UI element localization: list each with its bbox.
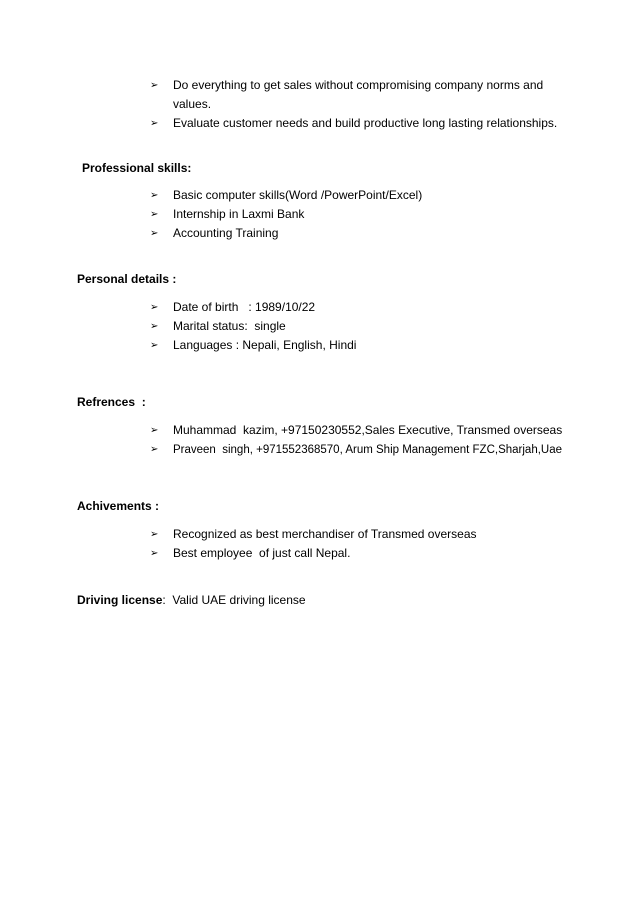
list-item-text-continuation: values. (173, 97, 212, 111)
arrow-bullet-icon: ➢ (150, 80, 159, 91)
personal-details-list (150, 298, 356, 355)
references-list (150, 421, 562, 460)
list-item (150, 336, 356, 355)
arrow-bullet-icon: ➢ (150, 321, 159, 332)
list-item-text: Accounting Training (173, 226, 279, 240)
list-item (150, 76, 557, 114)
personal-details-heading: Personal details : (77, 272, 177, 286)
achievements-list (150, 525, 477, 563)
list-item-text: Languages : Nepali, English, Hindi (173, 338, 357, 352)
list-item (150, 317, 356, 336)
arrow-bullet-icon: ➢ (150, 340, 159, 351)
list-item-text: Do everything to get sales without compromising company norms and (173, 78, 544, 92)
list-item (150, 421, 562, 440)
arrow-bullet-icon: ➢ (150, 444, 159, 455)
arrow-bullet-icon: ➢ (150, 548, 159, 559)
intro-list (150, 76, 557, 133)
list-item-text: Muhammad kazim, +97150230552,Sales Executive, Transmed overseas (173, 423, 563, 437)
list-item (150, 224, 422, 243)
arrow-bullet-icon: ➢ (150, 190, 159, 201)
driving-license-value: Valid UAE driving license (165, 593, 306, 607)
achievements-heading: Achivements : (77, 499, 160, 513)
driving-license-line (77, 591, 306, 610)
list-item-text: Evaluate customer needs and build productive long lasting relationships. (173, 116, 558, 130)
list-item (150, 114, 557, 133)
list-item (150, 298, 356, 317)
list-item-text: Praveen singh, +971552368570, Arum Ship Management FZC,Sharjah,Uae (173, 444, 563, 456)
arrow-bullet-icon: ➢ (150, 425, 159, 436)
list-item-text: Internship in Laxmi Bank (173, 207, 305, 221)
list-item (150, 186, 422, 205)
arrow-bullet-icon: ➢ (150, 302, 159, 313)
professional-skills-heading: Professional skills: (82, 161, 192, 175)
list-item-text: Basic computer skills(Word /PowerPoint/Excel) (173, 188, 423, 202)
list-item-text: Recognized as best merchandiser of Transmed overseas (173, 527, 477, 541)
list-item (150, 525, 477, 544)
driving-license-separator: : (162, 593, 166, 607)
professional-skills-list (150, 186, 422, 243)
list-item (150, 205, 422, 224)
arrow-bullet-icon: ➢ (150, 209, 159, 220)
arrow-bullet-icon: ➢ (150, 228, 159, 239)
list-item (150, 440, 562, 460)
arrow-bullet-icon: ➢ (150, 118, 159, 129)
driving-license-label: Driving license (77, 593, 163, 607)
arrow-bullet-icon: ➢ (150, 529, 159, 540)
list-item-text: Marital status: single (173, 319, 286, 333)
list-item-text: Date of birth : 1989/10/22 (173, 300, 316, 314)
list-item (150, 544, 477, 563)
references-heading: Refrences : (77, 395, 146, 409)
list-item-text: Best employee of just call Nepal. (173, 546, 351, 560)
